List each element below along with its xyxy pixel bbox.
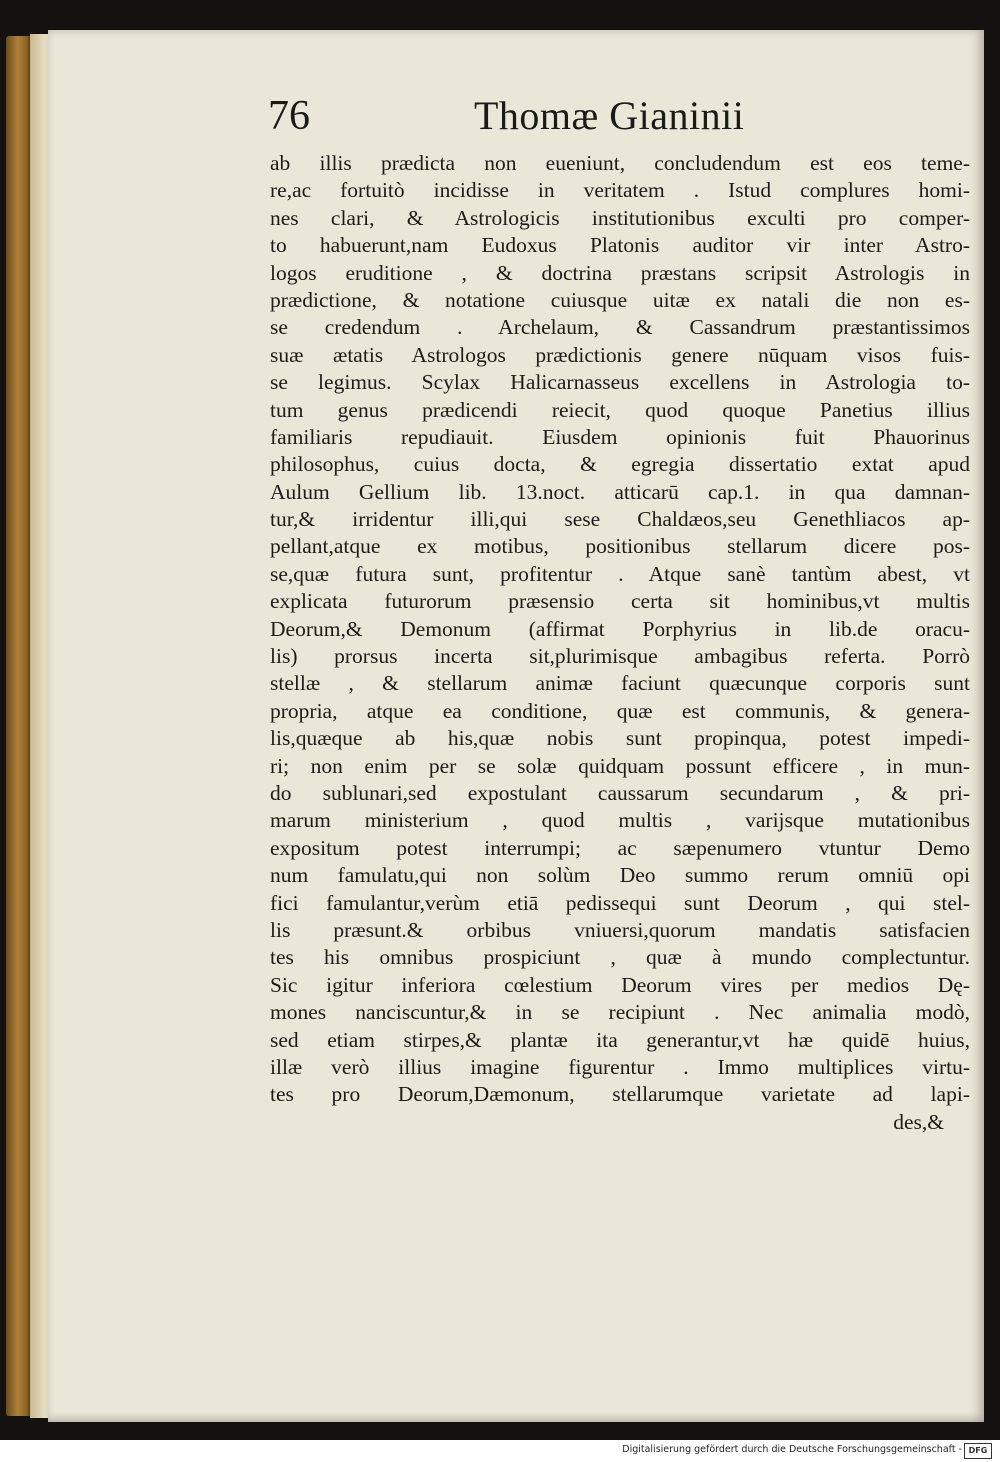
body-text xyxy=(270,150,970,1136)
text-line: sed etiam stirpes,& plantæ ita generantur,vt hæ quidē huius, xyxy=(270,1027,970,1052)
text-line: pellant,atque ex motibus, positionibus stellarum dicere pos- xyxy=(270,534,970,559)
text-line: to habuerunt,nam Eudoxus Platonis auditor vir inter Astro- xyxy=(270,233,970,258)
text-line: mones nanciscuntur,& in se recipiunt . Nec animalia modò, xyxy=(270,1000,970,1025)
text-line: lis,quæque ab his,quæ nobis sunt propinqua, potest impedi- xyxy=(270,726,970,751)
text-line: Aulum Gellium lib. 13.noct. atticarū cap.1. in qua damnan- xyxy=(270,479,970,504)
text-line: des,& xyxy=(893,1109,944,1134)
text-line: ri; non enim per se solæ quidquam possunt efficere , in mun- xyxy=(270,753,970,778)
text-line: propria, atque ea conditione, quæ est communis, & genera- xyxy=(270,698,970,723)
text-line: ab illis prædicta non eueniunt, concludendum est eos teme- xyxy=(270,151,970,175)
text-line: marum ministerium , quod multis , varijsque mutationibus xyxy=(270,808,970,833)
text-line: se legimus. Scylax Halicarnasseus excellens in Astrologia to- xyxy=(270,370,970,395)
text-line: philosophus, cuius docta, & egregia dissertatio extat apud xyxy=(270,452,970,477)
text-line: expositum potest interrumpi; ac sæpenumero vtuntur Demo xyxy=(270,835,970,860)
text-line: se,quæ futura sunt, profitentur . Atque sanè tantùm abest, vt xyxy=(270,561,970,586)
book-spine xyxy=(6,36,32,1416)
text-line: tes his omnibus prospiciunt , quæ à mundo complectuntur. xyxy=(270,945,970,970)
text-line: illæ verò illius imagine figurentur . Immo multiplices virtu- xyxy=(270,1054,970,1079)
text-line: tes pro Deorum,Dæmonum, stellarumque varietate ad lapi- xyxy=(270,1082,970,1107)
text-line: explicata futurorum præsensio certa sit hominibus,vt multis xyxy=(270,589,970,614)
text-line: prædictione, & notatione cuiusque uitæ ex natali die non es- xyxy=(270,287,970,312)
text-line: do sublunari,sed expostulant caussarum secundarum , & pri- xyxy=(270,780,970,805)
running-head: Thomæ Gianinii xyxy=(474,93,745,138)
text-line: re,ac fortuitò incidisse in veritatem . Istud complures homi- xyxy=(270,178,970,203)
text-line: fici famulantur,verùm etiā pedissequi sunt Deorum , qui stel- xyxy=(270,890,970,915)
text-line: Deorum,& Demonum (affirmat Porphyrius in lib.de oracu- xyxy=(270,616,970,641)
text-line: logos eruditione , & doctrina præstans scripsit Astrologis in xyxy=(270,260,970,285)
text-line: suæ ætatis Astrologos prædictionis genere nūquam visos fuis- xyxy=(270,342,970,367)
page-number: 76 xyxy=(268,93,310,139)
text-line: tum genus prædicendi reiecit, quod quoque Panetius illius xyxy=(270,397,970,422)
text-line: lis præsunt.& orbibus vniuersi,quorum mandatis satisfacien xyxy=(270,917,970,942)
dfg-logo: DFG xyxy=(964,1443,992,1459)
text-line: familiaris repudiauit. Eiusdem opinionis fuit Phauorinus xyxy=(270,424,970,449)
text-line: tur,& irridentur illi,qui sese Chaldæos,seu Genethliacos ap- xyxy=(270,507,970,532)
text-line: Sic igitur inferiora cœlestium Deorum vires per medios Dę- xyxy=(270,972,970,997)
text-line: nes clari, & Astrologicis institutionibus exculti pro comper- xyxy=(270,205,970,230)
digitization-credit: Digitalisierung gefördert durch die Deutsche Forschungsgemeinschaft - xyxy=(622,1444,962,1455)
footer-bar xyxy=(0,1440,1000,1462)
text-line: num famulatu,qui non solùm Deo summo rerum omniū opi xyxy=(270,863,970,888)
text-line: stellæ , & stellarum animæ faciunt quæcunque corporis sunt xyxy=(270,671,970,696)
text-line: se credendum . Archelaum, & Cassandrum præstantissimos xyxy=(270,315,970,340)
text-line: lis) prorsus incerta sit,plurimisque ambagibus referta. Porrò xyxy=(270,644,970,669)
